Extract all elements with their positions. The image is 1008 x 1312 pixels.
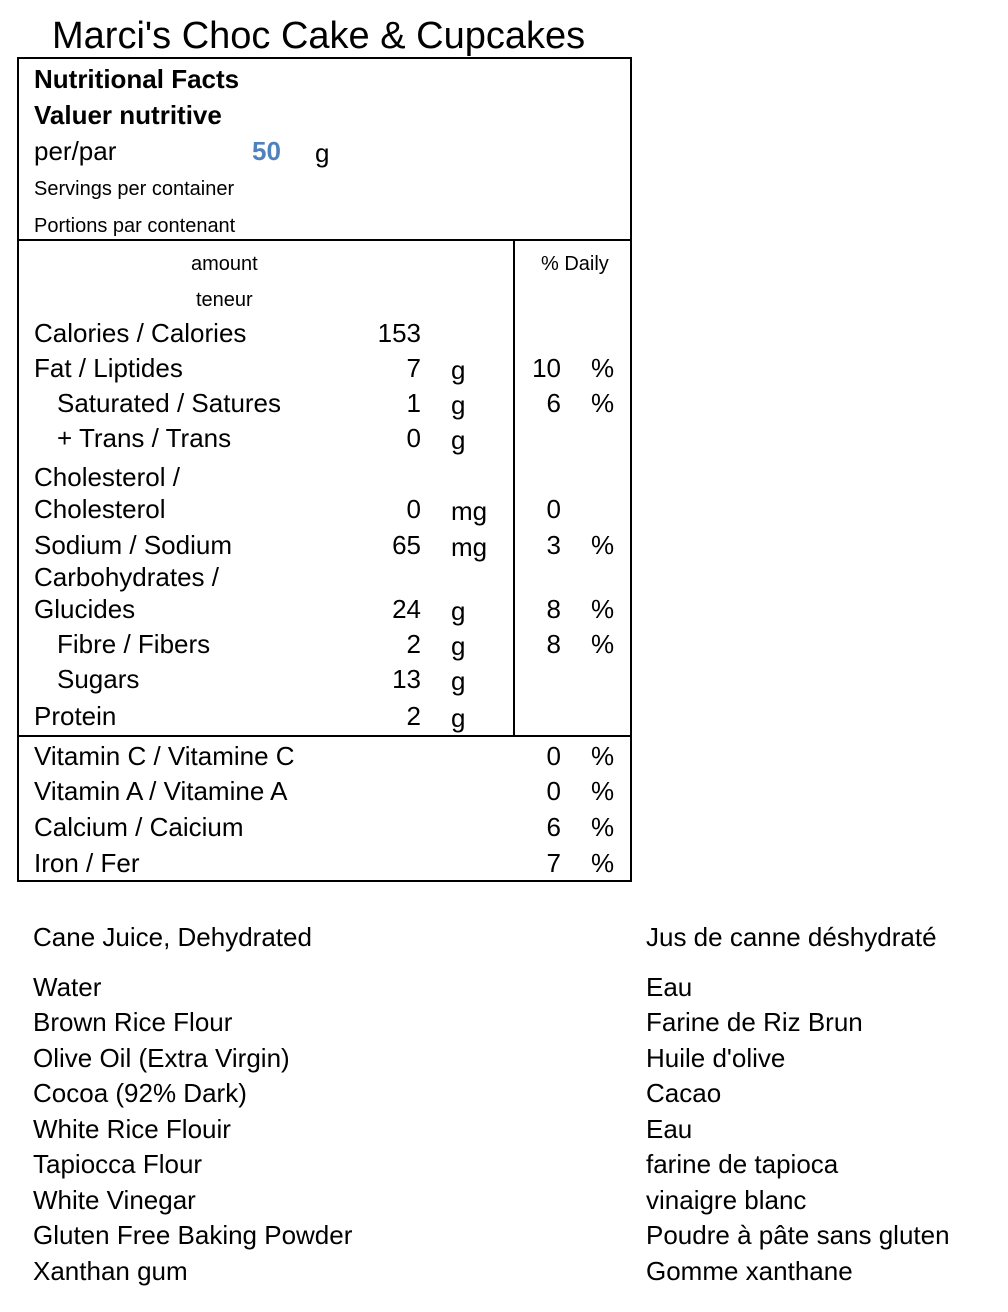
ingredient-fr: farine de tapioca: [646, 1149, 839, 1179]
nutrient-unit: g: [451, 425, 466, 455]
nutrient-label: Fibre / Fibers: [57, 629, 211, 659]
ingredient-fr: Cacao: [646, 1078, 722, 1108]
nutrient-unit: g: [451, 703, 466, 733]
servings-label-fr: Portions par contenant: [34, 215, 236, 237]
nutrient-daily-value: 8: [546, 594, 561, 624]
column-daily: % Daily: [541, 253, 609, 275]
vitamin-percent-sign: %: [591, 776, 615, 806]
ingredient-fr: Eau: [646, 1114, 693, 1144]
nutrient-label: Cholesterol /: [34, 462, 180, 492]
ingredient-en: Brown Rice Flour: [33, 1007, 233, 1037]
vitamin-daily-value: 0: [546, 776, 561, 806]
daily-column-divider: [513, 241, 515, 735]
nutrient-amount: 2: [406, 701, 421, 731]
nutrient-label-line2: Cholesterol: [34, 494, 166, 524]
nutrient-label: Saturated / Satures: [57, 388, 282, 418]
ingredient-fr: Huile d'olive: [646, 1043, 786, 1073]
ingredient-en: Cocoa (92% Dark): [33, 1078, 247, 1108]
nutrient-percent-sign: %: [591, 388, 615, 418]
nutrient-percent-sign: %: [591, 594, 615, 624]
ingredient-en: Olive Oil (Extra Virgin): [33, 1043, 290, 1073]
nutrient-label: Carbohydrates /: [34, 562, 219, 592]
nutrient-label: Calories / Calories: [34, 318, 247, 348]
ingredient-fr: vinaigre blanc: [646, 1185, 807, 1215]
ingredient-en: Xanthan gum: [33, 1256, 188, 1286]
ingredient-fr: Poudre à pâte sans gluten: [646, 1220, 950, 1250]
nutrient-percent-sign: %: [591, 530, 615, 560]
ingredient-en: Water: [33, 972, 102, 1002]
nutrient-daily-value: 10: [532, 353, 561, 383]
ingredient-en: Cane Juice, Dehydrated: [33, 922, 312, 952]
vitamins-divider: [19, 735, 630, 737]
nutrient-unit: g: [451, 355, 466, 385]
ingredient-fr: Farine de Riz Brun: [646, 1007, 863, 1037]
nutrient-label: + Trans / Trans: [57, 423, 232, 453]
ingredient-fr: Eau: [646, 972, 693, 1002]
serving-size-value: 50: [252, 136, 281, 166]
nutrient-daily-value: 6: [546, 388, 561, 418]
vitamin-daily-value: 6: [546, 812, 561, 842]
nutrient-unit: g: [451, 596, 466, 626]
nutrient-percent-sign: %: [591, 629, 615, 659]
nutrition-heading-en: Nutritional Facts: [34, 64, 240, 94]
servings-label-en: Servings per container: [34, 178, 235, 200]
vitamin-label: Calcium / Caicium: [34, 812, 244, 842]
nutrition-facts-table: [17, 57, 632, 882]
nutrient-amount: 7: [406, 353, 421, 383]
ingredient-en: Gluten Free Baking Powder: [33, 1220, 353, 1250]
nutrition-heading-fr: Valuer nutritive: [34, 100, 222, 130]
nutrient-daily-value: 3: [546, 530, 561, 560]
nutrient-amount: 13: [392, 664, 421, 694]
nutrient-label: Protein: [34, 701, 117, 731]
vitamin-label: Iron / Fer: [34, 848, 140, 878]
nutrient-unit: mg: [451, 532, 488, 562]
nutrient-amount: 0: [406, 494, 421, 524]
nutrient-amount: 153: [377, 318, 421, 348]
vitamin-daily-value: 7: [546, 848, 561, 878]
nutrient-amount: 65: [392, 530, 421, 560]
nutrient-daily-value: 0: [546, 494, 561, 524]
nutrient-daily-value: 8: [546, 629, 561, 659]
vitamin-percent-sign: %: [591, 741, 615, 771]
ingredient-fr: Jus de canne déshydraté: [646, 922, 937, 952]
page-title: Marci's Choc Cake & Cupcakes: [52, 15, 586, 57]
nutrient-amount: 24: [392, 594, 421, 624]
vitamin-daily-value: 0: [546, 741, 561, 771]
nutrient-label: Fat / Liptides: [34, 353, 183, 383]
vitamin-percent-sign: %: [591, 812, 615, 842]
vitamin-label: Vitamin C / Vitamine C: [34, 741, 295, 771]
nutrient-percent-sign: %: [591, 353, 615, 383]
nutrient-label: Sugars: [57, 664, 140, 694]
column-teneur: teneur: [196, 289, 253, 311]
ingredient-en: White Vinegar: [33, 1185, 196, 1215]
nutrient-unit: g: [451, 631, 466, 661]
header-divider: [19, 239, 630, 241]
per-label: per/par: [34, 136, 117, 166]
nutrient-amount: 1: [406, 388, 421, 418]
nutrient-unit: g: [451, 666, 466, 696]
ingredient-en: White Rice Flouir: [33, 1114, 231, 1144]
nutrient-unit: g: [451, 390, 466, 420]
nutrient-label-line2: Glucides: [34, 594, 136, 624]
nutrient-amount: 2: [406, 629, 421, 659]
serving-size-unit: g: [315, 138, 330, 168]
vitamin-percent-sign: %: [591, 848, 615, 878]
ingredient-fr: Gomme xanthane: [646, 1256, 853, 1286]
column-amount: amount: [191, 253, 258, 275]
vitamin-label: Vitamin A / Vitamine A: [34, 776, 288, 806]
nutrient-amount: 0: [406, 423, 421, 453]
ingredient-en: Tapiocca Flour: [33, 1149, 203, 1179]
nutrient-unit: mg: [451, 496, 488, 526]
nutrient-label: Sodium / Sodium: [34, 530, 232, 560]
